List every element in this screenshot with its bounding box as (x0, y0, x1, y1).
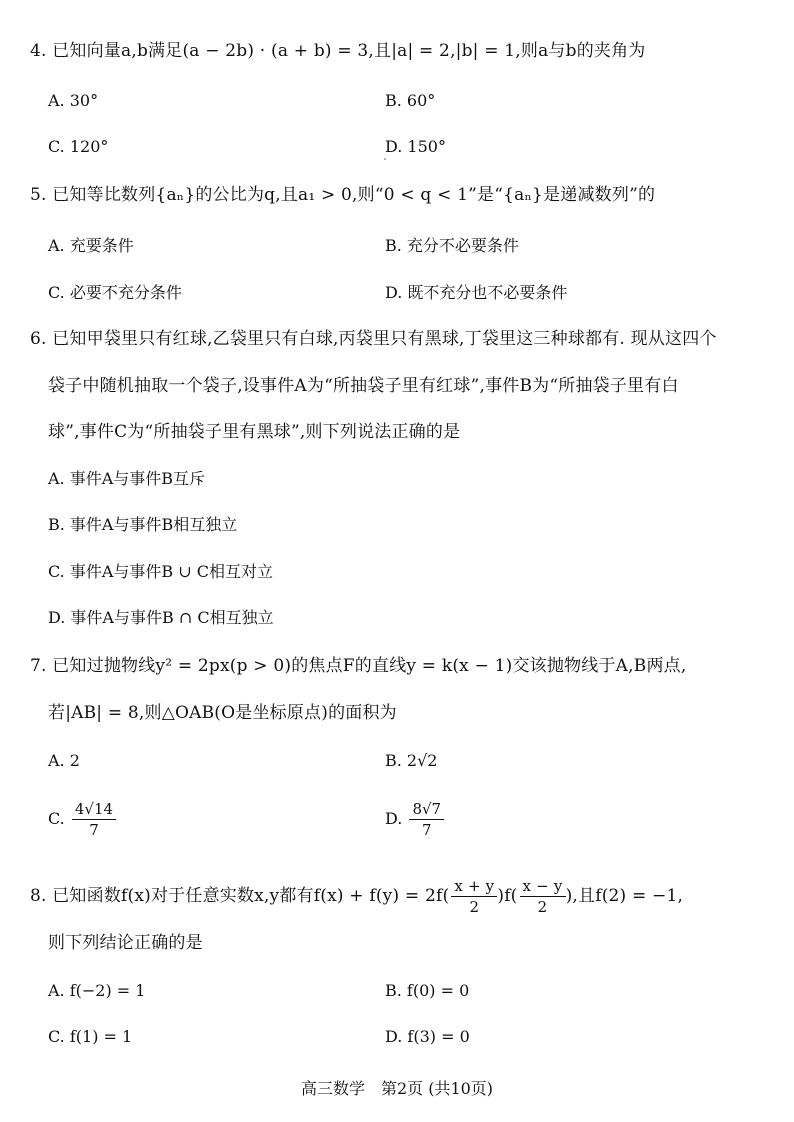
q5-stem: 5. 已知等比数列{aₙ}的公比为q,且a₁ > 0,则“0 < q < 1”是“{aₙ}是递减数列”的 (30, 185, 656, 205)
q7-option-a: A. 2 (48, 751, 80, 770)
q6-option-b: B. 事件A与事件B相互独立 (48, 515, 238, 534)
q6-option-d: D. 事件A与事件B ∩ C相互独立 (48, 608, 274, 627)
q7-option-b: B. 2√2 (385, 751, 438, 770)
q7-option-c-prefix: C. (48, 809, 65, 828)
q6-stem-line-2: 袋子中随机抽取一个袋子,设事件A为“所抽袋子里有红球”,事件B为“所抽袋子里有白 (48, 376, 679, 396)
q4-option-c: C. 120° (48, 137, 109, 156)
q6-option-c: C. 事件A与事件B ∪ C相互对立 (48, 562, 273, 581)
q8-option-b: B. f(0) = 0 (385, 981, 470, 1000)
q6-option-a: A. 事件A与事件B互斥 (48, 469, 206, 488)
q8-option-c: C. f(1) = 1 (48, 1027, 133, 1046)
q8-option-a: A. f(−2) = 1 (48, 981, 146, 1000)
q7-option-d-fraction (409, 800, 444, 839)
q8-stem-part-1: 8. 已知函数f(x)对于任意实数x,y都有f(x) + f(y) = 2f( (30, 886, 450, 906)
q8-fraction-2 (520, 877, 566, 916)
q6-stem-line-1: 6. 已知甲袋里只有红球,乙袋里只有白球,丙袋里只有黑球,丁袋里这三种球都有. 现从这四个 (30, 329, 717, 349)
q8-stem-part-3: ),且f(2) = −1, (565, 886, 684, 906)
q4-option-d: D. 150° (385, 137, 446, 156)
q7-option-c-fraction (72, 800, 116, 839)
q8-fraction-2-numerator: x − y (520, 877, 566, 897)
q7-option-d-numerator: 8√7 (409, 800, 444, 820)
q7-option-c (48, 800, 116, 839)
q7-option-c-denominator: 7 (89, 821, 99, 839)
q8-fraction-2-denominator: 2 (537, 898, 548, 916)
q6-stem-line-3: 球”,事件C为“所抽袋子里有黑球”,则下列说法正确的是 (48, 422, 461, 442)
q5-option-c: C. 必要不充分条件 (48, 283, 182, 302)
q7-stem-line-2: 若|AB| = 8,则△OAB(O是坐标原点)的面积为 (48, 703, 397, 723)
q8-fraction-1-denominator: 2 (469, 898, 480, 916)
q4-option-a: A. 30° (48, 91, 99, 110)
q4-option-b: B. 60° (385, 91, 436, 110)
q8-stem-line-2: 则下列结论正确的是 (48, 933, 203, 953)
q8-stem-part-2: )f( (497, 886, 518, 906)
q4-stem: 4. 已知向量a,b满足(a − 2b) · (a + b) = 3,且|a| = 2,|b| = 1,则a与b的夹角为 (30, 41, 646, 61)
q7-option-d-denominator: 7 (421, 821, 432, 839)
q7-option-c-numerator: 4√14 (72, 800, 116, 820)
q5-option-d: D. 既不充分也不必要条件 (385, 283, 568, 302)
q7-option-d (385, 800, 444, 839)
q8-fraction-1-numerator: x + y (451, 877, 497, 897)
q5-option-a: A. 充要条件 (48, 236, 134, 255)
q7-option-d-prefix: D. (385, 809, 403, 828)
q8-fraction-1 (451, 877, 497, 916)
page-footer: 高三数学 第2页 (共10页) (300, 1079, 494, 1098)
q5-option-b: B. 充分不必要条件 (385, 236, 519, 255)
q8-option-d: D. f(3) = 0 (385, 1027, 470, 1046)
q7-stem-line-1: 7. 已知过抛物线y² = 2px(p > 0)的焦点F的直线y = k(x − 1)交该抛物线于A,B两点, (30, 656, 687, 676)
q8-stem-line-1 (30, 877, 683, 916)
scan-speck (384, 158, 386, 160)
